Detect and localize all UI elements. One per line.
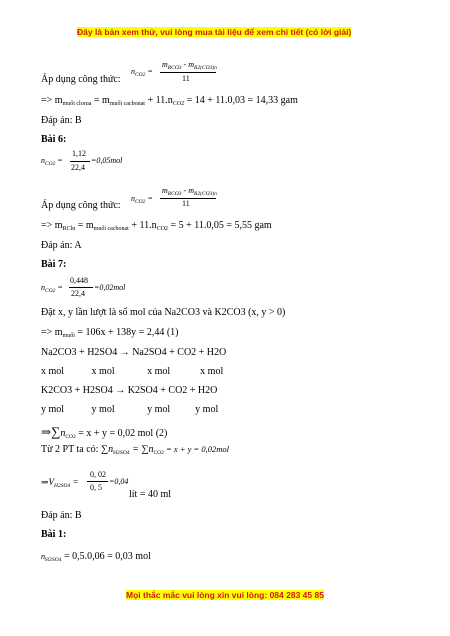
- subscript: muối clorua: [62, 101, 92, 107]
- symbol-m: m: [188, 60, 194, 69]
- formula-result: =0,02mol: [94, 283, 126, 292]
- fraction-den: 0, 5: [90, 483, 102, 492]
- text-line: [41, 95, 298, 107]
- symbol-n: n: [41, 552, 45, 561]
- implies-symbol: ⇒: [41, 425, 52, 439]
- formula-ratio-2-num: [162, 186, 217, 197]
- subscript: R2(CO3)n: [193, 191, 217, 197]
- text-span: + 11.n: [128, 220, 157, 231]
- symbol-n: n: [131, 194, 135, 203]
- text-span: = 106x + 138y = 2,44 (1): [74, 327, 179, 338]
- formula-result: =0,04: [109, 477, 129, 486]
- text-span: = x + y = 0,02mol: [163, 444, 230, 454]
- minus-sign: -: [183, 186, 187, 195]
- subscript: CO2: [156, 226, 168, 232]
- subscript: R2(CO3)n: [193, 65, 217, 71]
- subscript: H2SO4: [45, 557, 62, 563]
- answer-line: Đáp án: B: [41, 510, 82, 521]
- subscript: CO2: [153, 450, 164, 456]
- symbol-n: n: [41, 156, 45, 165]
- preview-banner-text: Đây là bản xem thử, vui lòng mua tài liệu để xem chi tiết (có lời giải): [77, 27, 352, 37]
- formula-nco2-lhs: $n_{CO2}$ =: [41, 156, 63, 167]
- symbol-v: ⇒V: [41, 477, 55, 487]
- formula-volume-lhs: $\Rightarrow V_{H2SO4}$ =: [41, 477, 79, 489]
- fraction-bar: [69, 287, 93, 288]
- text-span: = 14 + 11.0,03 = 14,33 gam: [184, 95, 298, 106]
- answer-line: Đáp án: B: [41, 115, 82, 126]
- subscript: RCO3: [167, 65, 182, 71]
- exercise-heading: Bài 6:: [41, 134, 67, 145]
- preview-banner: [77, 27, 351, 37]
- fraction-den: 22,4: [71, 163, 85, 172]
- subscript: muối cacbonat: [93, 226, 129, 232]
- formula-ratio-1-num: [162, 60, 217, 71]
- fraction-den: 22,4: [71, 289, 85, 298]
- text-span: = 5 + 11.0,05 = 5,55 gam: [167, 220, 272, 231]
- reaction-equation: K2CO3 + H2SO4 → K2SO4 + CO2 + H2O: [41, 385, 218, 396]
- contact-footer-text: Mọi thắc mắc vui lòng xin vui lòng: 084 283 45 85: [126, 590, 324, 600]
- subscript: RCln: [62, 226, 76, 232]
- subscript: H2SO4: [54, 483, 71, 489]
- symbol-n: n: [60, 428, 66, 439]
- text-span: => m: [41, 220, 63, 231]
- text-span: Từ 2 PT ta có:: [41, 444, 101, 455]
- text-line: Áp dụng công thức:: [41, 200, 121, 211]
- text-line: [41, 220, 272, 232]
- fraction-bar: [160, 72, 216, 73]
- subscript: muối: [62, 333, 75, 339]
- text-span: = m: [75, 220, 94, 231]
- exercise-heading: Bài 7:: [41, 259, 67, 270]
- subscript: CO2: [45, 288, 56, 294]
- formula-ratio-2-den: 11: [182, 199, 190, 208]
- sum-symbol: ∑: [51, 424, 61, 439]
- text-span: => m: [41, 327, 63, 338]
- subscript: CO2: [172, 101, 185, 107]
- fraction-bar: [87, 481, 108, 482]
- symbol-n: n: [41, 283, 45, 292]
- symbol-n: n: [131, 67, 135, 76]
- exercise-heading: Bài 1:: [41, 529, 67, 540]
- fraction-num: 1,12: [72, 149, 86, 158]
- subscript: CO2: [135, 199, 146, 205]
- symbol-m: m: [188, 186, 194, 195]
- minus-sign: -: [183, 60, 187, 69]
- formula-ratio-1-den: 11: [182, 74, 190, 83]
- text-line: [41, 424, 167, 440]
- subscript: CO2: [45, 161, 56, 167]
- subscript: muối cacbonat: [109, 101, 145, 107]
- text-span: = 0,5.0,06 = 0,03 mol: [61, 551, 151, 562]
- formula-ratio-1-lhs: $n_{CO2}$ =: [131, 67, 153, 78]
- text-span: + 11.n: [144, 95, 173, 106]
- sum-n: ∑n: [100, 444, 114, 455]
- fraction-num: 0, 02: [90, 470, 106, 479]
- formula-ratio-2-lhs: $n_{CO2}$ =: [131, 194, 153, 205]
- reaction-equation: Na2CO3 + H2SO4 → Na2SO4 + CO2 + H2O: [41, 347, 227, 358]
- text-line: Áp dụng công thức:: [41, 74, 121, 85]
- fraction-bar: [70, 161, 90, 162]
- text-line: [41, 444, 229, 456]
- formula-result: =0,05mol: [91, 156, 123, 165]
- contact-footer: [126, 590, 324, 600]
- subscript: RCO3: [167, 191, 182, 197]
- answer-line: Đáp án: A: [41, 240, 82, 251]
- text-span: = m: [91, 95, 110, 106]
- fraction-num: 0,448: [70, 276, 88, 285]
- symbol-m: m: [162, 60, 168, 69]
- text-line: Đặt x, y lần lượt là số mol của Na2CO3 và K2CO3 (x, y > 0): [41, 307, 286, 318]
- reaction-moles: x mol x mol x mol x mol: [41, 366, 224, 377]
- formula-nco2-lhs: $n_{CO2}$ =: [41, 283, 63, 294]
- reaction-moles: y mol y mol y mol y mol: [41, 404, 219, 415]
- subscript: CO2: [65, 434, 76, 440]
- text-line: [41, 551, 151, 563]
- subscript: CO2: [135, 72, 146, 78]
- text-span: = x + y = 0,02 mol (2): [75, 428, 168, 439]
- subscript: H2SO4: [113, 450, 130, 456]
- text-line: [41, 327, 179, 339]
- text-line: lít = 40 ml: [129, 489, 172, 500]
- text-span: => m: [41, 95, 63, 106]
- sum-n: = ∑n: [129, 444, 154, 455]
- symbol-m: m: [162, 186, 168, 195]
